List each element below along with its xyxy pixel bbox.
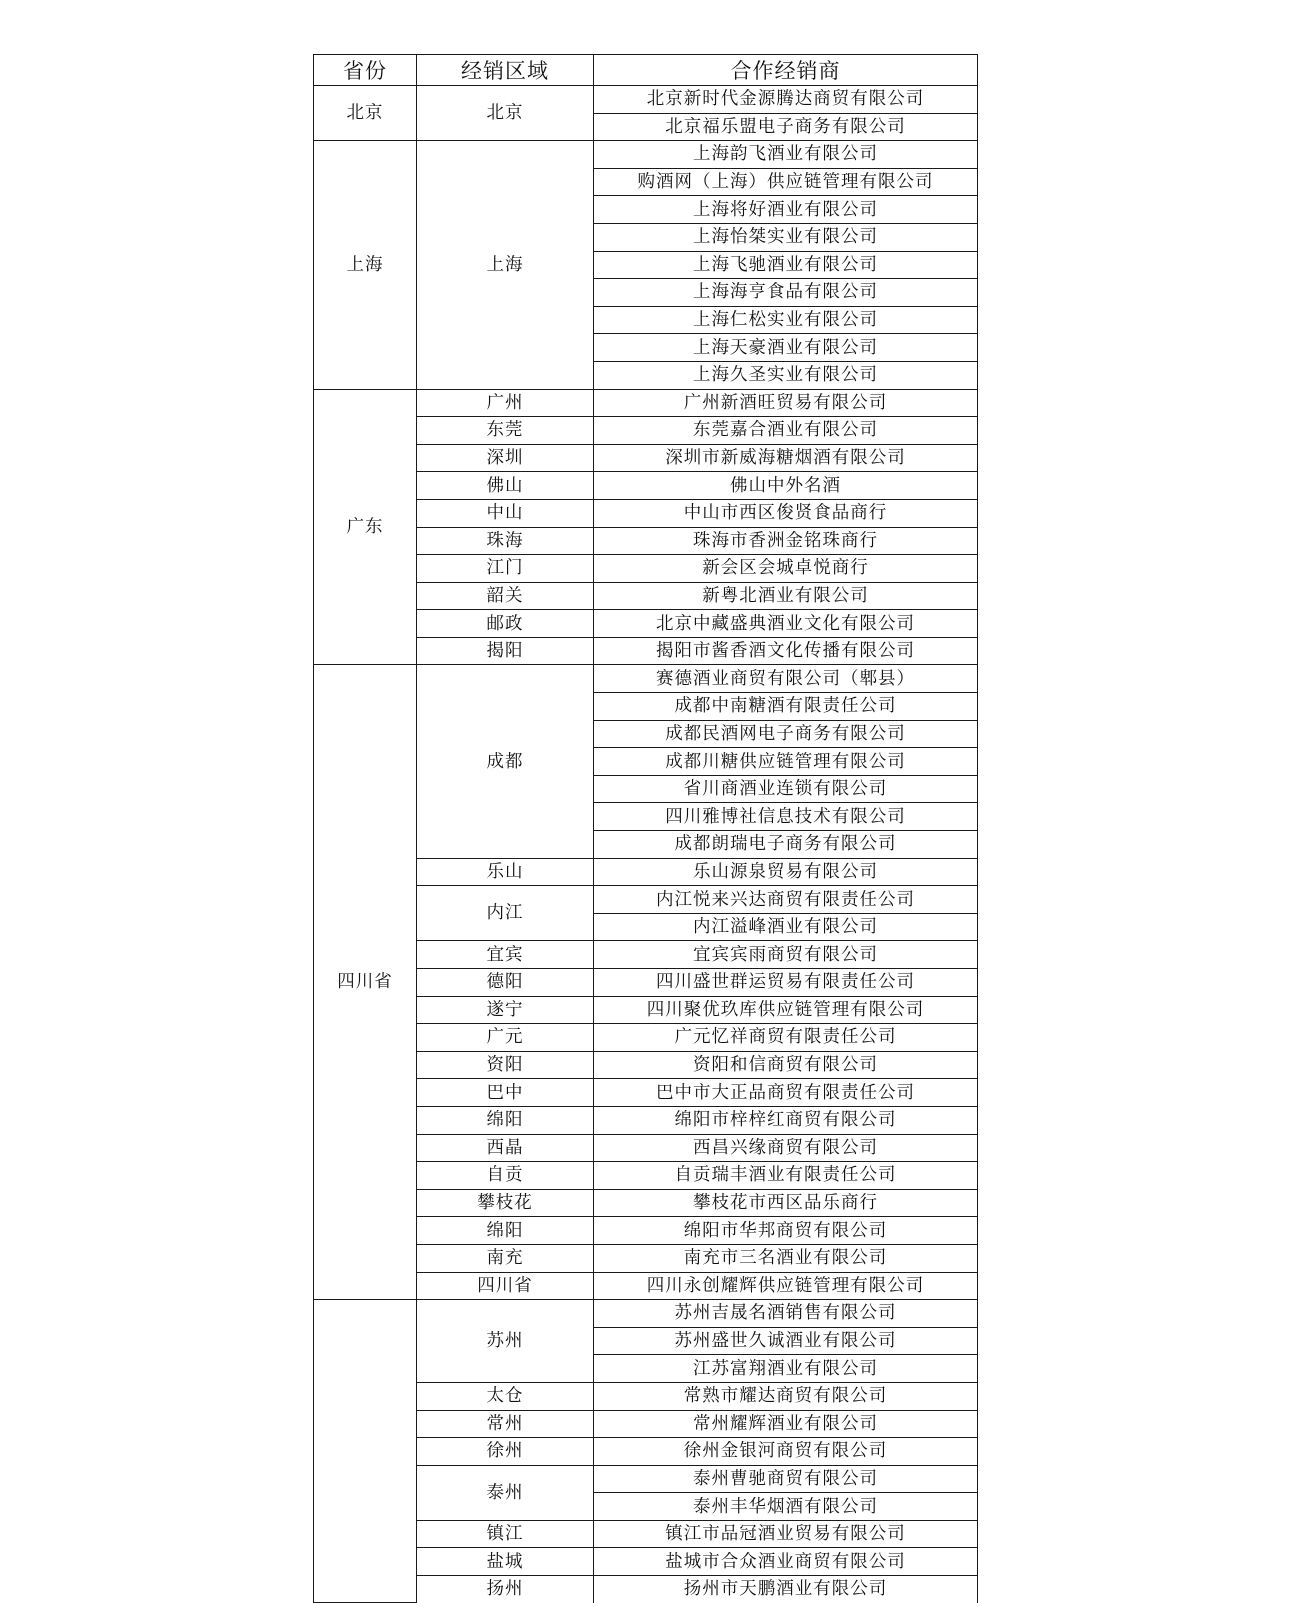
distributor-cell: 江苏富翔酒业有限公司 xyxy=(594,1355,978,1383)
distributor-cell: 巴中市大正品商贸有限责任公司 xyxy=(594,1079,978,1107)
distributor-cell: 东莞嘉合酒业有限公司 xyxy=(594,417,978,445)
area-cell: 攀枝花 xyxy=(417,1189,594,1217)
area-cell: 广元 xyxy=(417,1024,594,1052)
distributor-cell: 成都中南糖酒有限责任公司 xyxy=(594,693,978,721)
distributor-cell: 盐城市合众酒业商贸有限公司 xyxy=(594,1548,978,1576)
distributor-cell: 扬州市天鹏酒业有限公司 xyxy=(594,1576,978,1603)
distributor-cell: 购酒网（上海）供应链管理有限公司 xyxy=(594,168,978,196)
distributor-cell: 上海将好酒业有限公司 xyxy=(594,196,978,224)
header-province: 省份 xyxy=(314,55,417,86)
header-distributor: 合作经销商 xyxy=(594,55,978,86)
distributor-cell: 南充市三名酒业有限公司 xyxy=(594,1244,978,1272)
area-cell: 常州 xyxy=(417,1410,594,1438)
distributor-cell: 四川雅博社信息技术有限公司 xyxy=(594,803,978,831)
province-cell: 广东 xyxy=(314,389,417,665)
distributor-cell: 省川商酒业连锁有限公司 xyxy=(594,775,978,803)
distributor-cell: 成都川糖供应链管理有限公司 xyxy=(594,748,978,776)
area-cell: 苏州 xyxy=(417,1300,594,1383)
area-cell: 珠海 xyxy=(417,527,594,555)
area-cell: 邮政 xyxy=(417,610,594,638)
distributor-cell: 上海韵飞酒业有限公司 xyxy=(594,141,978,169)
area-cell: 深圳 xyxy=(417,444,594,472)
area-cell: 西晶 xyxy=(417,1134,594,1162)
distributor-cell: 绵阳市梓梓红商贸有限公司 xyxy=(594,1106,978,1134)
distributor-cell: 上海久圣实业有限公司 xyxy=(594,361,978,389)
distributor-cell: 四川聚优玖库供应链管理有限公司 xyxy=(594,996,978,1024)
distributor-cell: 成都民酒网电子商务有限公司 xyxy=(594,720,978,748)
area-cell: 盐城 xyxy=(417,1548,594,1576)
distributor-cell: 新会区会城卓悦商行 xyxy=(594,555,978,583)
area-cell: 镇江 xyxy=(417,1520,594,1548)
distributor-cell: 珠海市香洲金铭珠商行 xyxy=(594,527,978,555)
distributor-cell: 成都朗瑞电子商务有限公司 xyxy=(594,831,978,859)
distributor-cell: 北京中藏盛典酒业文化有限公司 xyxy=(594,610,978,638)
table-row xyxy=(314,1300,978,1328)
distributor-cell: 苏州吉晟名酒销售有限公司 xyxy=(594,1300,978,1328)
distributor-cell: 广元忆祥商贸有限责任公司 xyxy=(594,1024,978,1052)
distributor-cell: 攀枝花市西区品乐商行 xyxy=(594,1189,978,1217)
area-cell: 北京 xyxy=(417,86,594,141)
area-cell: 巴中 xyxy=(417,1079,594,1107)
area-cell: 资阳 xyxy=(417,1051,594,1079)
distributor-cell: 乐山源泉贸易有限公司 xyxy=(594,858,978,886)
distributor-table xyxy=(313,54,978,1603)
header-row xyxy=(314,55,978,86)
area-cell: 佛山 xyxy=(417,472,594,500)
distributor-cell: 上海天豪酒业有限公司 xyxy=(594,334,978,362)
distributor-cell: 揭阳市酱香酒文化传播有限公司 xyxy=(594,637,978,665)
distributor-cell: 赛德酒业商贸有限公司（郫县） xyxy=(594,665,978,693)
area-cell: 韶关 xyxy=(417,582,594,610)
distributor-cell: 新粤北酒业有限公司 xyxy=(594,582,978,610)
area-cell: 内江 xyxy=(417,886,594,941)
province-cell: 上海 xyxy=(314,141,417,389)
distributor-cell: 西昌兴缘商贸有限公司 xyxy=(594,1134,978,1162)
table-header xyxy=(314,55,978,86)
table-row xyxy=(314,389,978,417)
distributor-cell: 绵阳市华邦商贸有限公司 xyxy=(594,1217,978,1245)
distributor-cell: 镇江市品冠酒业贸易有限公司 xyxy=(594,1520,978,1548)
area-cell: 遂宁 xyxy=(417,996,594,1024)
distributor-cell: 内江溢峰酒业有限公司 xyxy=(594,913,978,941)
distributor-cell: 上海飞驰酒业有限公司 xyxy=(594,251,978,279)
province-cell: 北京 xyxy=(314,86,417,141)
table-body xyxy=(314,86,978,1603)
area-cell: 乐山 xyxy=(417,858,594,886)
area-cell: 自贡 xyxy=(417,1162,594,1190)
distributor-cell: 常州耀辉酒业有限公司 xyxy=(594,1410,978,1438)
area-cell: 泰州 xyxy=(417,1465,594,1520)
area-cell: 德阳 xyxy=(417,969,594,997)
distributor-cell: 宜宾宾雨商贸有限公司 xyxy=(594,941,978,969)
area-cell: 成都 xyxy=(417,665,594,858)
area-cell: 绵阳 xyxy=(417,1106,594,1134)
distributor-cell: 资阳和信商贸有限公司 xyxy=(594,1051,978,1079)
distributor-cell: 四川永创耀辉供应链管理有限公司 xyxy=(594,1272,978,1300)
province-cell: 四川省 xyxy=(314,665,417,1300)
distributor-cell: 上海海亨食品有限公司 xyxy=(594,279,978,307)
distributor-cell: 中山市西区俊贤食品商行 xyxy=(594,499,978,527)
distributor-cell: 佛山中外名酒 xyxy=(594,472,978,500)
distributor-cell: 自贡瑞丰酒业有限责任公司 xyxy=(594,1162,978,1190)
distributor-cell: 四川盛世群运贸易有限责任公司 xyxy=(594,969,978,997)
area-cell: 太仓 xyxy=(417,1382,594,1410)
header-area: 经销区域 xyxy=(417,55,594,86)
distributor-cell: 徐州金银河商贸有限公司 xyxy=(594,1438,978,1466)
area-cell: 中山 xyxy=(417,499,594,527)
table-row xyxy=(314,86,978,114)
distributor-cell: 常熟市耀达商贸有限公司 xyxy=(594,1382,978,1410)
distributor-cell: 北京福乐盟电子商务有限公司 xyxy=(594,113,978,141)
distributor-cell: 苏州盛世久诚酒业有限公司 xyxy=(594,1327,978,1355)
area-cell: 东莞 xyxy=(417,417,594,445)
distributor-cell: 深圳市新威海糖烟酒有限公司 xyxy=(594,444,978,472)
area-cell: 扬州 xyxy=(417,1576,594,1603)
area-cell: 徐州 xyxy=(417,1438,594,1466)
area-cell: 绵阳 xyxy=(417,1217,594,1245)
distributor-cell: 泰州曹驰商贸有限公司 xyxy=(594,1465,978,1493)
table-row xyxy=(314,141,978,169)
distributor-cell: 上海怡桀实业有限公司 xyxy=(594,223,978,251)
area-cell: 南充 xyxy=(417,1244,594,1272)
area-cell: 广州 xyxy=(417,389,594,417)
distributor-cell: 上海仁松实业有限公司 xyxy=(594,306,978,334)
area-cell: 宜宾 xyxy=(417,941,594,969)
distributor-cell: 广州新酒旺贸易有限公司 xyxy=(594,389,978,417)
distributor-cell: 泰州丰华烟酒有限公司 xyxy=(594,1493,978,1521)
area-cell: 四川省 xyxy=(417,1272,594,1300)
distributor-cell: 内江悦来兴达商贸有限责任公司 xyxy=(594,886,978,914)
area-cell: 江门 xyxy=(417,555,594,583)
area-cell: 上海 xyxy=(417,141,594,389)
area-cell: 揭阳 xyxy=(417,637,594,665)
province-cell xyxy=(314,1300,417,1603)
table-row xyxy=(314,665,978,693)
distributor-cell: 北京新时代金源腾达商贸有限公司 xyxy=(594,86,978,114)
